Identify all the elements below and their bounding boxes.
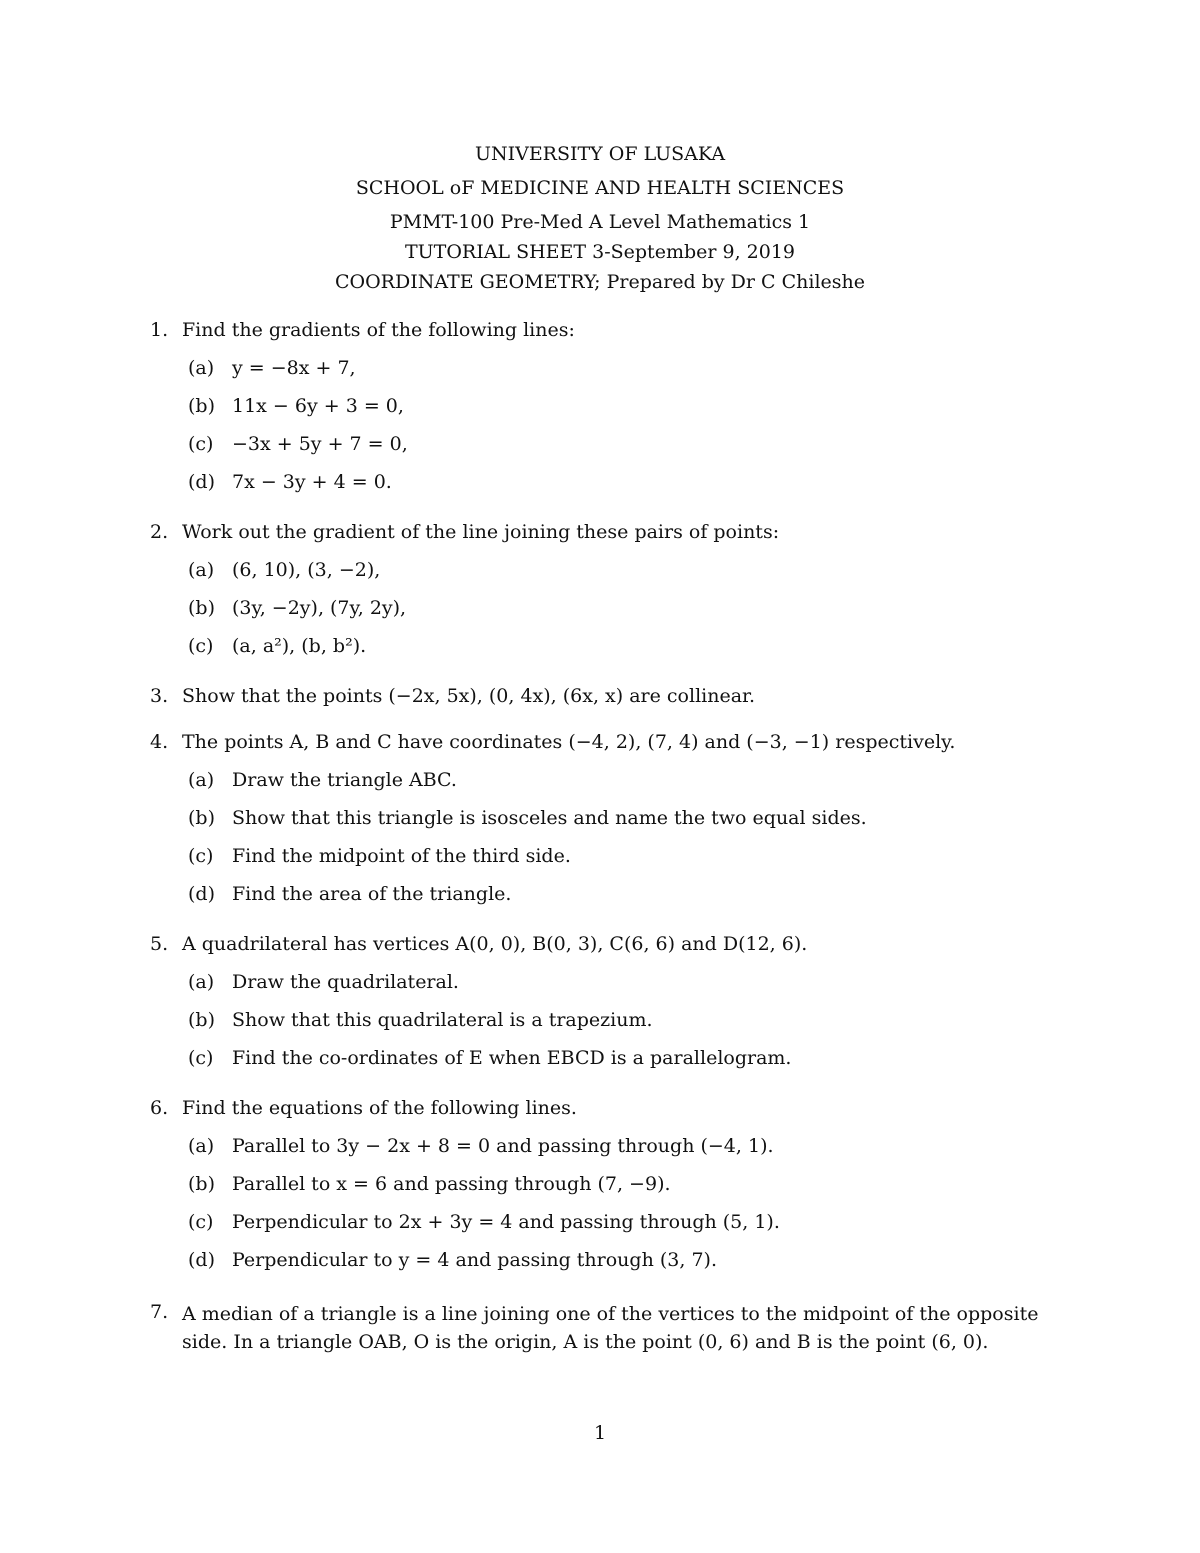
part-text: Find the area of the triangle. xyxy=(232,883,512,905)
part-text: Perpendicular to y = 4 and passing through (3, 7). xyxy=(232,1249,717,1271)
part-label: (c) xyxy=(188,1211,214,1233)
part-text: Find the co-ordinates of E when EBCD is a parallelogram. xyxy=(232,1047,792,1069)
part-label: (c) xyxy=(188,433,214,455)
part-label: (a) xyxy=(188,1135,215,1157)
question-parts xyxy=(188,1134,1070,1286)
part-label: (a) xyxy=(188,769,215,791)
part-label: (b) xyxy=(188,1173,215,1195)
question-parts xyxy=(188,558,1070,672)
question-number: 7. xyxy=(150,1301,169,1323)
question-part xyxy=(188,596,1070,634)
question-part xyxy=(188,470,1070,508)
part-label: (c) xyxy=(188,1047,214,1069)
question-part xyxy=(188,806,1070,844)
question-list xyxy=(150,318,1070,1356)
part-label: (b) xyxy=(188,1009,215,1031)
university-name: UNIVERSITY OF LUSAKA xyxy=(474,143,726,165)
part-text: 7x − 3y + 4 = 0. xyxy=(232,471,392,493)
part-text: Find the midpoint of the third side. xyxy=(232,845,571,867)
question-part xyxy=(188,1008,1070,1046)
course-title: PMMT-100 Pre-Med A Level Mathematics 1 xyxy=(389,211,811,233)
question-part xyxy=(188,356,1070,394)
question-number: 2. xyxy=(150,521,169,543)
question-number: 5. xyxy=(150,933,169,955)
question-5 xyxy=(150,932,1070,1084)
question-parts xyxy=(188,970,1070,1084)
question-text: Find the gradients of the following lines: xyxy=(182,319,575,341)
question-7 xyxy=(150,1300,1070,1356)
part-text: Draw the quadrilateral. xyxy=(232,971,459,993)
question-part xyxy=(188,634,1070,672)
question-1 xyxy=(150,318,1070,508)
part-label: (c) xyxy=(188,635,214,657)
question-text: Find the equations of the following lines. xyxy=(182,1097,577,1119)
question-number: 3. xyxy=(150,685,169,707)
part-text: −3x + 5y + 7 = 0, xyxy=(232,433,408,455)
question-text: A quadrilateral has vertices A(0, 0), B(0, 3), C(6, 6) and D(12, 6). xyxy=(182,933,808,955)
part-text: Draw the triangle ABC. xyxy=(232,769,457,791)
part-label: (b) xyxy=(188,395,215,417)
part-label: (c) xyxy=(188,845,214,867)
part-text: Parallel to 3y − 2x + 8 = 0 and passing through (−4, 1). xyxy=(232,1135,774,1157)
part-text: Show that this triangle is isosceles and name the two equal sides. xyxy=(232,807,867,829)
part-text: Show that this quadrilateral is a trapezium. xyxy=(232,1009,653,1031)
part-label: (d) xyxy=(188,471,215,493)
question-part xyxy=(188,1046,1070,1084)
question-6 xyxy=(150,1096,1070,1286)
part-label: (d) xyxy=(188,883,215,905)
topic-line: COORDINATE GEOMETRY; Prepared by Dr C Chileshe xyxy=(334,271,865,293)
question-part xyxy=(188,432,1070,470)
page-number: 1 xyxy=(593,1422,607,1444)
part-text: (6, 10), (3, −2), xyxy=(232,559,381,581)
part-text: (3y, −2y), (7y, 2y), xyxy=(232,597,407,619)
part-text: Parallel to x = 6 and passing through (7, −9). xyxy=(232,1173,671,1195)
question-2 xyxy=(150,520,1070,672)
question-part xyxy=(188,844,1070,882)
question-parts xyxy=(188,356,1070,508)
question-4 xyxy=(150,730,1070,920)
question-part xyxy=(188,1210,1070,1248)
part-label: (d) xyxy=(188,1249,215,1271)
question-part xyxy=(188,1134,1070,1172)
question-part xyxy=(188,394,1070,432)
part-label: (b) xyxy=(188,597,215,619)
question-part xyxy=(188,1172,1070,1210)
part-text: 11x − 6y + 3 = 0, xyxy=(232,395,404,417)
part-label: (a) xyxy=(188,357,215,379)
question-number: 6. xyxy=(150,1097,169,1119)
question-3 xyxy=(150,684,1070,708)
part-text: (a, a²), (b, b²). xyxy=(232,635,367,657)
part-text: Perpendicular to 2x + 3y = 4 and passing through (5, 1). xyxy=(232,1211,780,1233)
question-part xyxy=(188,1248,1070,1286)
question-part xyxy=(188,768,1070,806)
question-text: A median of a triangle is a line joining one of the vertices to the midpoint of the opposite side. In a triangle OAB, O is the origin, A is the point (0, 6) and B is the point (6, 0). xyxy=(182,1303,1039,1353)
document-header xyxy=(0,142,1200,294)
question-text: Work out the gradient of the line joining these pairs of points: xyxy=(182,521,780,543)
question-number: 1. xyxy=(150,319,169,341)
question-text: Show that the points (−2x, 5x), (0, 4x), (6x, x) are collinear. xyxy=(182,685,756,707)
question-text: The points A, B and C have coordinates (−4, 2), (7, 4) and (−3, −1) respectively. xyxy=(182,731,956,753)
sheet-title: TUTORIAL SHEET 3-September 9, 2019 xyxy=(404,241,796,263)
question-part xyxy=(188,558,1070,596)
part-text: y = −8x + 7, xyxy=(232,357,356,379)
question-parts xyxy=(188,768,1070,920)
part-label: (a) xyxy=(188,971,215,993)
part-label: (a) xyxy=(188,559,215,581)
school-name: SCHOOL oF MEDICINE AND HEALTH SCIENCES xyxy=(355,177,845,199)
part-label: (b) xyxy=(188,807,215,829)
question-part xyxy=(188,882,1070,920)
question-number: 4. xyxy=(150,731,169,753)
question-part xyxy=(188,970,1070,1008)
